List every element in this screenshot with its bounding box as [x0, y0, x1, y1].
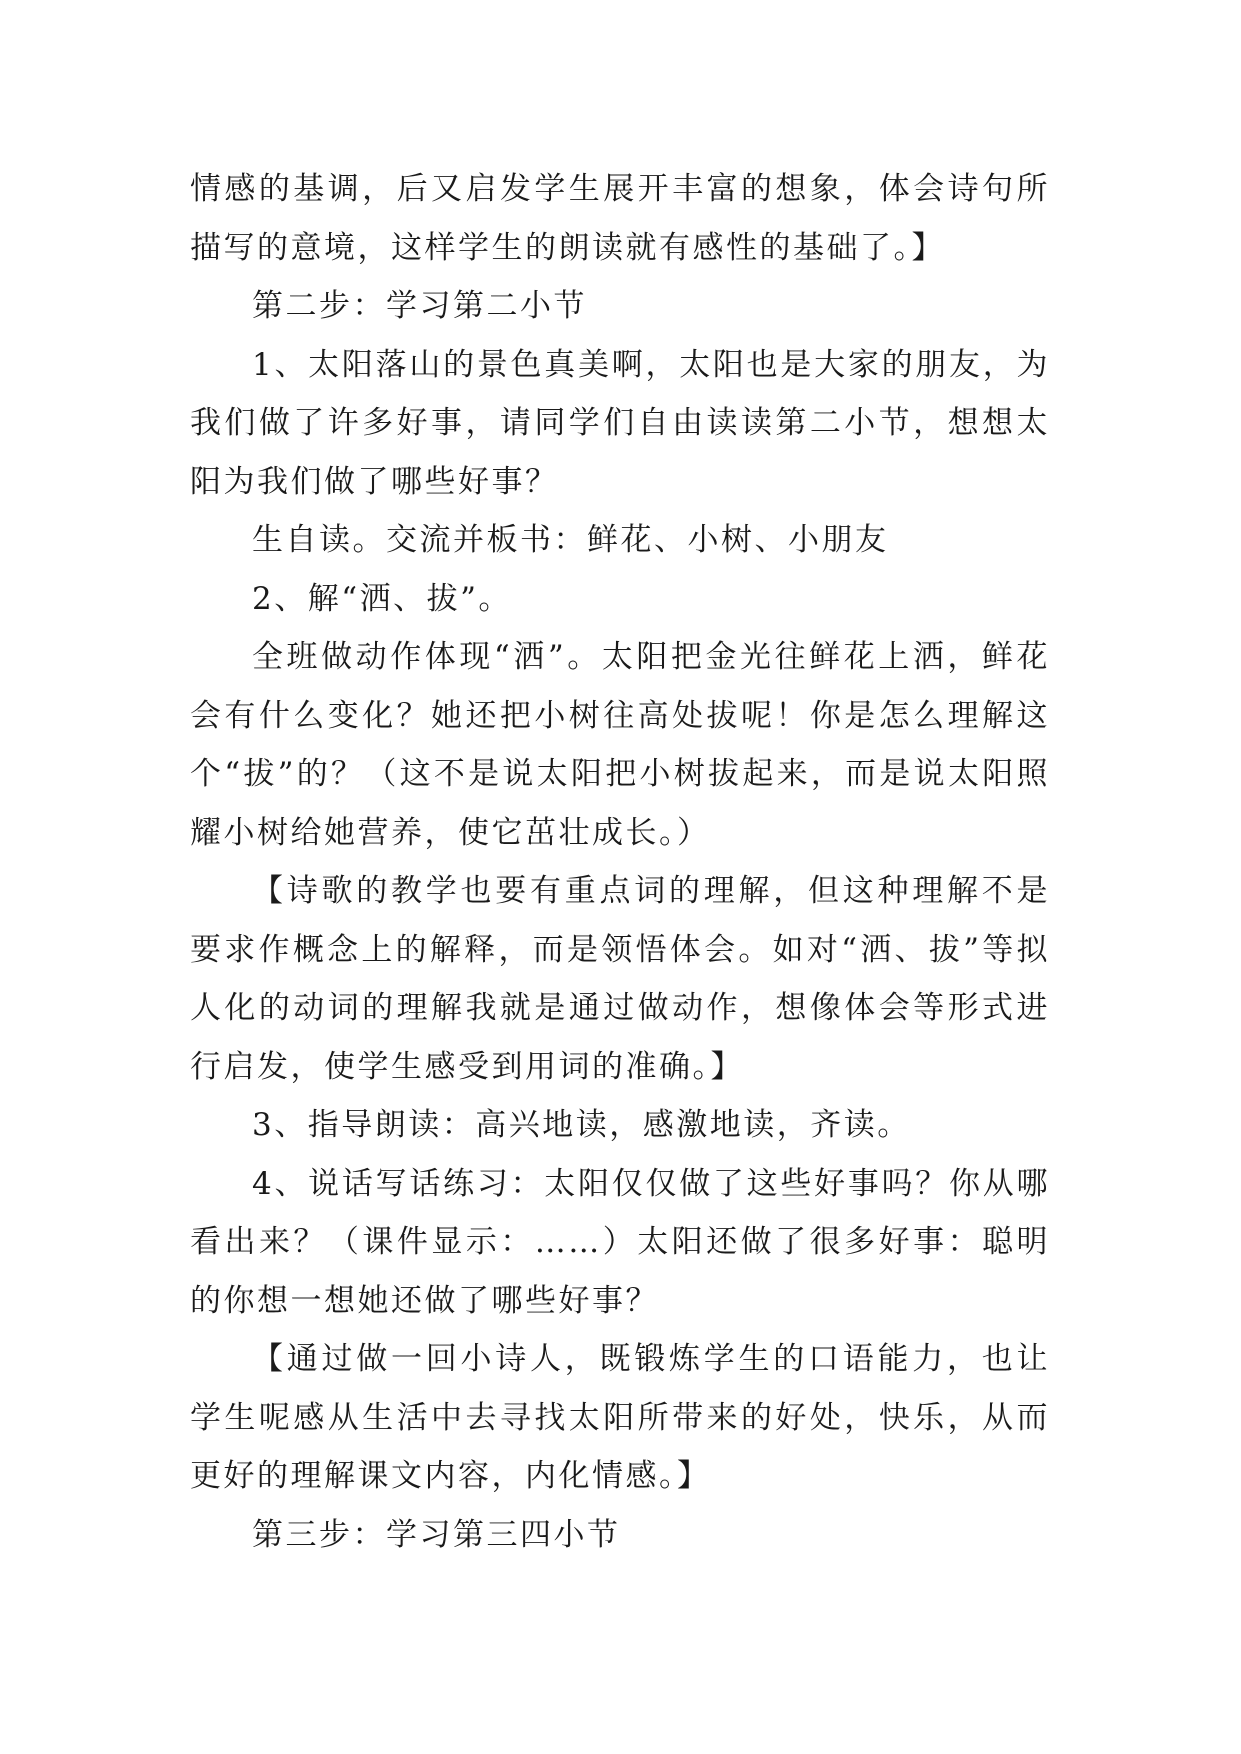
paragraph-item-2: 2、解“洒、拔”。 — [252, 580, 512, 617]
paragraph-teaching-note-1: 【诗歌的教学也要有重点词的理解，但这种理解不是要求作概念上的解释，而是领悟体会。如对“洒、拔”等拟人化的动词的理解我就是通过做动作，想像体会等形式进行启发，使学生感受到用词的准确。】 — [190, 873, 1050, 1085]
paragraph-continued: 情感的基调，后又启发学生展开丰富的想象，体会诗句所描写的意境，这样学生的朗读就有感性的基础了。】 — [190, 171, 1050, 266]
paragraph-item-4: 4、说话写话练习：太阳仅仅做了这些好事吗？你从哪看出来？（课件显示：……）太阳还做了很多好事：聪明的你想一想她还做了哪些好事？ — [190, 1165, 1050, 1319]
section-heading-step-three: 第三步：学习第三四小节 — [252, 1516, 621, 1553]
section-heading-step-two: 第二步：学习第二小节 — [252, 288, 587, 324]
paragraph-teaching-note-2: 【通过做一回小诗人，既锻炼学生的口语能力，也让学生呢感从生活中去寻找太阳所带来的好处，快乐，从而更好的理解课文内容，内化情感。】 — [190, 1341, 1050, 1494]
paragraph-item-3: 3、指导朗读：高兴地读，感激地读，齐读。 — [252, 1107, 911, 1143]
paragraph-action-explanation: 全班做动作体现“洒”。太阳把金光往鲜花上洒，鲜花会有什么变化？她还把小树往高处拔呢！你是怎么理解这个“拔”的？（这不是说太阳把小树拔起来，而是说太阳照耀小树给她营养，使它茁壮成长。） — [190, 639, 1050, 851]
paragraph-student-reading: 生自读。交流并板书：鲜花、小树、小朋友 — [252, 522, 889, 558]
document-body — [190, 160, 1050, 1564]
paragraph-item-1: 1、太阳落山的景色真美啊，太阳也是大家的朋友，为我们做了许多好事，请同学们自由读读第二小节，想想太阳为我们做了哪些好事？ — [190, 346, 1050, 500]
